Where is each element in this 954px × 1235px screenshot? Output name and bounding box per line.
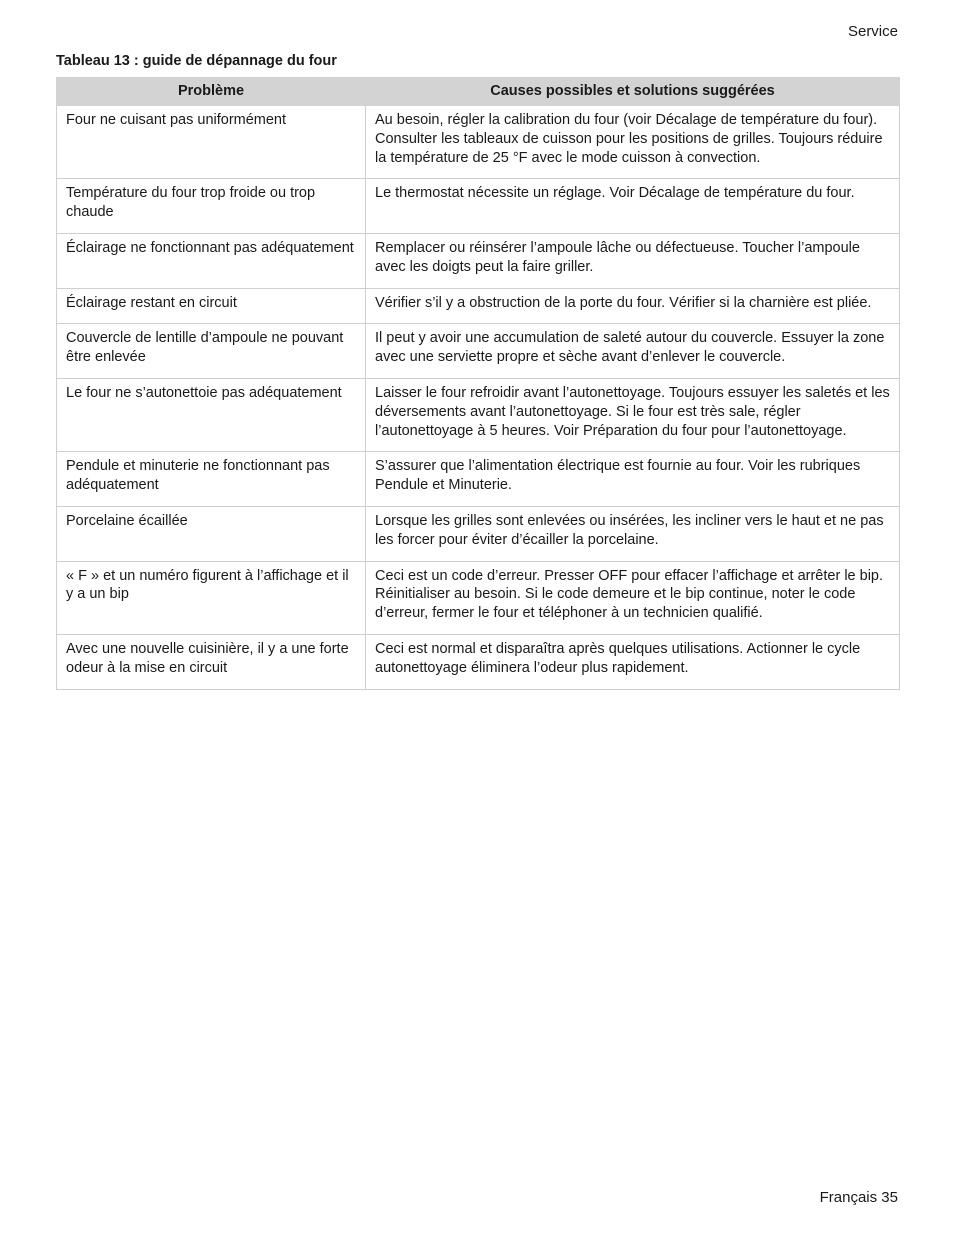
solution-cell: Vérifier s’il y a obstruction de la porte du four. Vérifier si la charnière est pliée.	[366, 288, 900, 324]
table-row	[57, 378, 900, 451]
solution-cell: Il peut y avoir une accumulation de saleté autour du couvercle. Essuyer la zone avec une serviette propre et sèche avant d’enlever le couvercle.	[366, 324, 900, 379]
problem-cell: Éclairage restant en circuit	[57, 288, 366, 324]
problem-cell: Température du four trop froide ou trop chaude	[57, 179, 366, 234]
solution-cell: Ceci est un code d’erreur. Presser OFF pour effacer l’affichage et arrêter le bip. Réinitialiser au besoin. Si le code demeure et le bip continue, noter le code d’erreur, fermer le four et téléphoner à un technicien qualifié.	[366, 561, 900, 634]
page-number-footer: Français 35	[819, 1189, 898, 1206]
troubleshooting-table	[56, 77, 900, 690]
problem-cell: Éclairage ne fonctionnant pas adéquatement	[57, 233, 366, 288]
column-header-solutions: Causes possibles et solutions suggérées	[366, 78, 900, 106]
table-row	[57, 288, 900, 324]
solution-cell: Au besoin, régler la calibration du four (voir Décalage de température du four). Consulter les tableaux de cuisson pour les positions de grilles. Toujours réduire la température de 25 °F avec le mode cuisson à convection.	[366, 106, 900, 179]
table-row	[57, 634, 900, 689]
table-row	[57, 179, 900, 234]
table-row	[57, 561, 900, 634]
table-row	[57, 106, 900, 179]
solution-cell: Lorsque les grilles sont enlevées ou insérées, les incliner vers le haut et ne pas les forcer pour éviter d’écailler la porcelaine.	[366, 506, 900, 561]
problem-cell: Pendule et minuterie ne fonctionnant pas adéquatement	[57, 452, 366, 507]
problem-cell: Avec une nouvelle cuisinière, il y a une forte odeur à la mise en circuit	[57, 634, 366, 689]
column-header-problem: Problème	[57, 78, 366, 106]
running-header-section: Service	[847, 23, 898, 40]
problem-cell: « F » et un numéro figurent à l’affichage et il y a un bip	[57, 561, 366, 634]
table-caption: Tableau 13 : guide de dépannage du four	[56, 53, 337, 69]
table-row	[57, 324, 900, 379]
solution-cell: Ceci est normal et disparaîtra après quelques utilisations. Actionner le cycle autonettoyage éliminera l’odeur plus rapidement.	[366, 634, 900, 689]
problem-cell: Le four ne s’autonettoie pas adéquatement	[57, 378, 366, 451]
solution-cell: Le thermostat nécessite un réglage. Voir Décalage de température du four.	[366, 179, 900, 234]
problem-cell: Four ne cuisant pas uniformément	[57, 106, 366, 179]
table-row	[57, 233, 900, 288]
problem-cell: Porcelaine écaillée	[57, 506, 366, 561]
table-row	[57, 452, 900, 507]
table-row	[57, 506, 900, 561]
solution-cell: Laisser le four refroidir avant l’autonettoyage. Toujours essuyer les saletés et les déversements avant l’autonettoyage. Si le four est très sale, régler l’autonettoyage à 5 heures. Voir Préparation du four pour l’autonettoyage.	[366, 378, 900, 451]
table-header-row	[57, 78, 900, 106]
problem-cell: Couvercle de lentille d’ampoule ne pouvant être enlevée	[57, 324, 366, 379]
solution-cell: Remplacer ou réinsérer l’ampoule lâche ou défectueuse. Toucher l’ampoule avec les doigts peut la faire griller.	[366, 233, 900, 288]
solution-cell: S’assurer que l’alimentation électrique est fournie au four. Voir les rubriques Pendule et Minuterie.	[366, 452, 900, 507]
